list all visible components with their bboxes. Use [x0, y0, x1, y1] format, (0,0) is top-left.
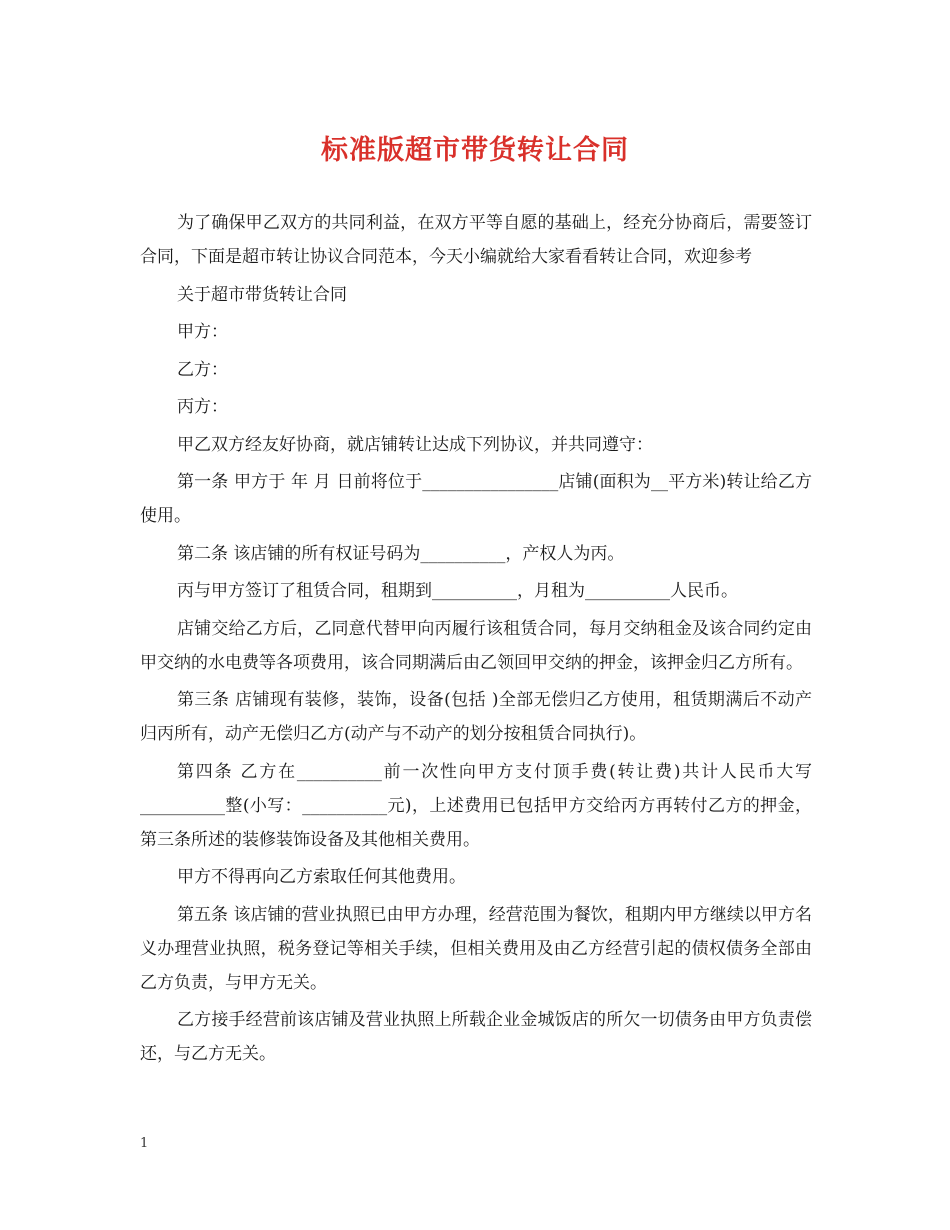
paragraph-article-4: 第四条 乙方在__________前一次性向甲方支付顶手费(转让费)共计人民币大写__________整(小写：__________元)，上述费用已包括甲方交给丙方再转付乙方的押金，第三条所述的装修装饰设备及其他相关费用。 — [140, 761, 812, 850]
paragraph-article-2: 第二条 该店铺的所有权证号码为__________，产权人为丙。 — [177, 543, 625, 564]
paragraph-intro: 为了确保甲乙双方的共同利益，在双方平等自愿的基础上，经充分协商后，需要签订合同，下面是超市转让协议合同范本，今天小编就给大家看看转让合同，欢迎参考 — [140, 213, 812, 267]
document-title: 标准版超市带货转让合同 — [321, 135, 629, 166]
paragraph-article-5: 第五条 该店铺的营业执照已由甲方办理，经营范围为餐饮，租期内甲方继续以甲方名义办理营业执照，税务登记等相关手续，但相关费用及由乙方经营引起的债权债务全部由乙方负责，与甲方无关。 — [140, 904, 812, 993]
paragraph-agreement: 甲乙双方经友好协商，就店铺转让达成下列协议，并共同遵守： — [177, 434, 653, 455]
paragraph-lease: 丙与甲方签订了租赁合同，租期到__________，月租为__________人民币。 — [177, 581, 738, 601]
paragraph-debts: 乙方接手经营前该店铺及营业执照上所载企业金城饭店的所欠一切债务由甲方负责偿还，与乙方无关。 — [140, 1010, 812, 1064]
paragraph-subtitle: 关于超市带货转让合同 — [177, 284, 347, 305]
paragraph-party-c: 丙方： — [177, 397, 228, 417]
paragraph-no-other-fees: 甲方不得再向乙方索取任何其他费用。 — [177, 867, 466, 887]
paragraph-party-b: 乙方： — [177, 359, 228, 380]
document-body — [140, 206, 812, 1075]
page-number: 1 — [140, 1136, 149, 1151]
paragraph-article-3: 第三条 店铺现有装修，装饰，设备(包括 )全部无偿归乙方使用，租赁期满后不动产归丙所有，动产无偿归乙方(动产与不动产的划分按租赁合同执行)。 — [140, 690, 812, 744]
paragraph-handover: 店铺交给乙方后，乙同意代替甲向丙履行该租赁合同，每月交纳租金及该合同约定由甲交纳的水电费等各项费用，该合同期满后由乙领回甲交纳的押金，该押金归乙方所有。 — [140, 618, 812, 673]
paragraph-article-1: 第一条 甲方于 年 月 日前将位于________________店铺(面积为__平方米)转让给乙方使用。 — [140, 472, 812, 526]
paragraph-party-a: 甲方： — [177, 322, 228, 342]
